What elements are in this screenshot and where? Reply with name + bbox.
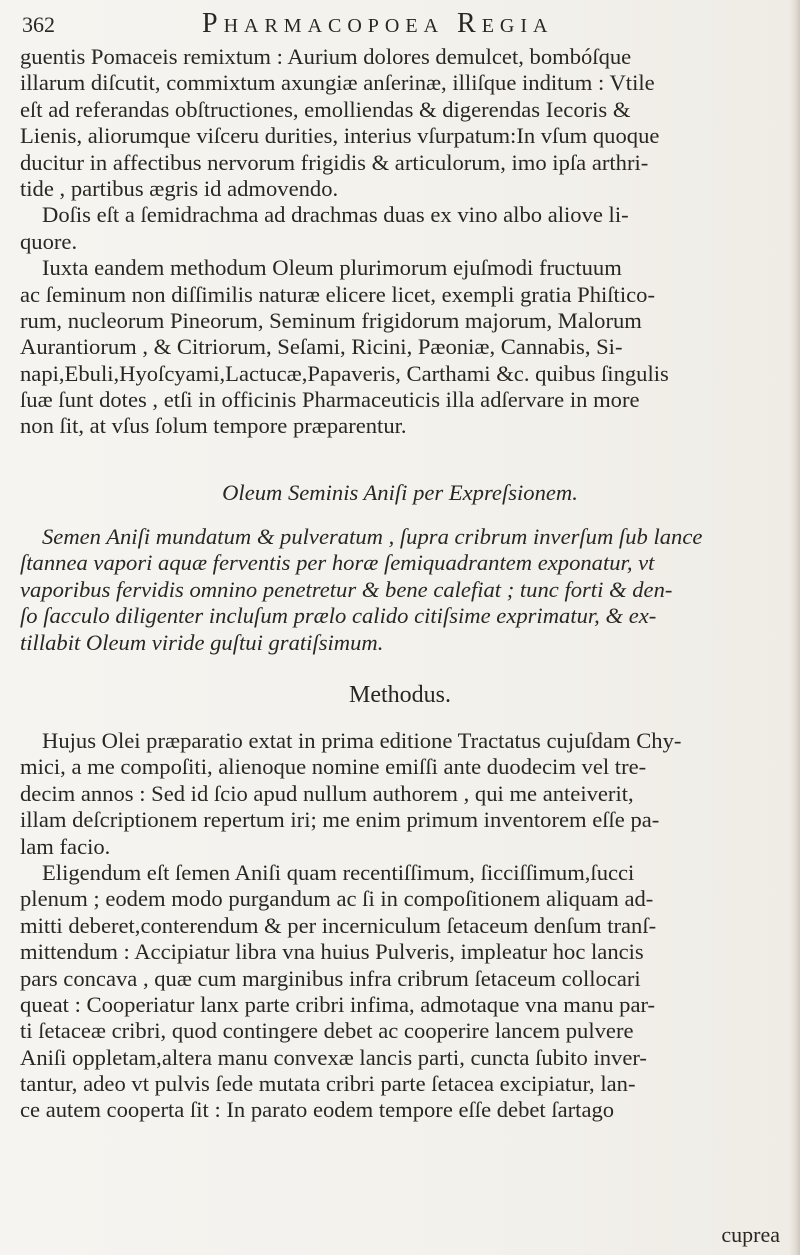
text-line: illam deſcriptionem repertum iri; me enim primum inventorem eſſe pa- xyxy=(20,807,660,833)
page-number: 362 xyxy=(22,12,55,37)
text-line: tantur, adeo vt pulvis ſede mutata cribri parte ſetacea excipiatur, lan- xyxy=(20,1071,636,1097)
catchword: cuprea xyxy=(721,1222,780,1247)
text-line: lam facio. xyxy=(20,833,111,859)
text-line: Eligendum eſt ſemen Aniſi quam recentiſſimum, ſicciſſimum,ſucci xyxy=(42,859,635,885)
text-line: ſo ſacculo diligenter incluſum prælo calido citiſsime exprimatur, & ex- xyxy=(20,603,657,629)
page-header xyxy=(22,8,782,44)
text-line: non ſit, at vſus ſolum tempore præparentur. xyxy=(20,413,407,439)
text-line: ac ſeminum non diſſimilis naturæ elicere licet, exempli gratia Phiſtico- xyxy=(20,281,655,307)
text-line: Lienis, aliorumque viſceru durities, interius vſurpatum:In vſum quoque xyxy=(20,123,660,149)
paragraph-block-1 xyxy=(20,44,782,440)
section-heading-methodus: Methodus. xyxy=(349,682,451,708)
text-line: Semen Aniſi mundatum & pulveratum , ſupra cribrum inverſum ſub lance xyxy=(42,524,703,549)
text-line: mici, a me compoſiti, alienoque nomine emiſſi ante duodecim vel tre- xyxy=(20,754,647,780)
text-line: mitti deberet,conterendum & per incerniculum ſetaceum denſum tranſ- xyxy=(20,912,657,938)
running-head: Pharmacopoea Regia xyxy=(202,8,554,39)
text-line: tillabit Oleum viride guſtui gratiſsimum. xyxy=(20,629,384,655)
page-edge-shadow xyxy=(788,0,800,1255)
text-line: queat : Cooperiatur lanx parte cribri infima, admotaque vna manu par- xyxy=(20,991,656,1017)
text-line: ſtannea vapori aquæ ferventis per horæ ſemiquadrantem exponatur, vt xyxy=(20,550,655,576)
text-line: Hujus Olei præparatio extat in prima editione Tractatus cujuſdam Chy- xyxy=(42,728,682,753)
text-line: Doſis eſt a ſemidrachma ad drachmas duas ex vino albo aliove li- xyxy=(42,202,629,228)
text-line: tide , partibus ægris id admovendo. xyxy=(20,175,339,201)
text-line: ſuæ ſunt dotes , etſi in officinis Pharmaceuticis illa adſervare in more xyxy=(20,387,640,413)
text-line: decim annos : Sed id ſcio apud nullum authorem , qui me anteiverit, xyxy=(20,780,634,806)
text-line: ducitur in affectibus nervorum frigidis & articulorum, imo ipſa arthri- xyxy=(20,149,649,175)
text-line: Iuxta eandem methodum Oleum plurimorum ejuſmodi fructuum xyxy=(42,255,622,281)
text-line: quore. xyxy=(20,228,78,254)
paragraph-block-3 xyxy=(20,728,782,1124)
text-line: eſt ad referandas obſtructiones, emolliendas & digerendas Iecoris & xyxy=(20,96,631,122)
paragraph-block-2 xyxy=(20,524,782,656)
text-line: vaporibus fervidis omnino penetretur & bene calefiat ; tunc forti & den- xyxy=(20,576,673,602)
text-line: ce autem cooperta ſit : In parato eodem tempore eſſe debet ſartago xyxy=(20,1097,615,1123)
text-line: Aurantiorum , & Citriorum, Seſami, Ricini, Pæoniæ, Cannabis, Si- xyxy=(20,334,623,360)
text-line: illarum diſcutit, commixtum axungiæ anſerinæ, illiſque inditum : Vtile xyxy=(20,70,655,96)
text-line: ti ſetaceæ cribri, quod contingere debet ac cooperire lancem pulvere xyxy=(20,1018,634,1044)
text-line: plenum ; eodem modo purgandum ac ſi in compoſitionem aliquam ad- xyxy=(20,886,654,912)
text-line: napi,Ebuli,Hyoſcyami,Lactucæ,Papaveris, Carthami &c. quibus ſingulis xyxy=(20,360,669,386)
text-line: guentis Pomaceis remixtum : Aurium dolores demulcet, bombóſque xyxy=(20,44,632,69)
text-line: Aniſi oppletam,altera manu convexæ lancis parti, cuncta ſubito inver- xyxy=(20,1044,647,1070)
text-line: pars concava , quæ cum marginibus infra cribrum ſetaceum collocari xyxy=(20,965,641,991)
text-line: mittendum : Accipiatur libra vna huius Pulveris, impleatur hoc lancis xyxy=(20,939,644,965)
text-line: rum, nucleorum Pineorum, Seminum frigidorum majorum, Malorum xyxy=(20,307,642,333)
section-heading-oleum: Oleum Seminis Aniſi per Expreſsionem. xyxy=(222,480,578,505)
